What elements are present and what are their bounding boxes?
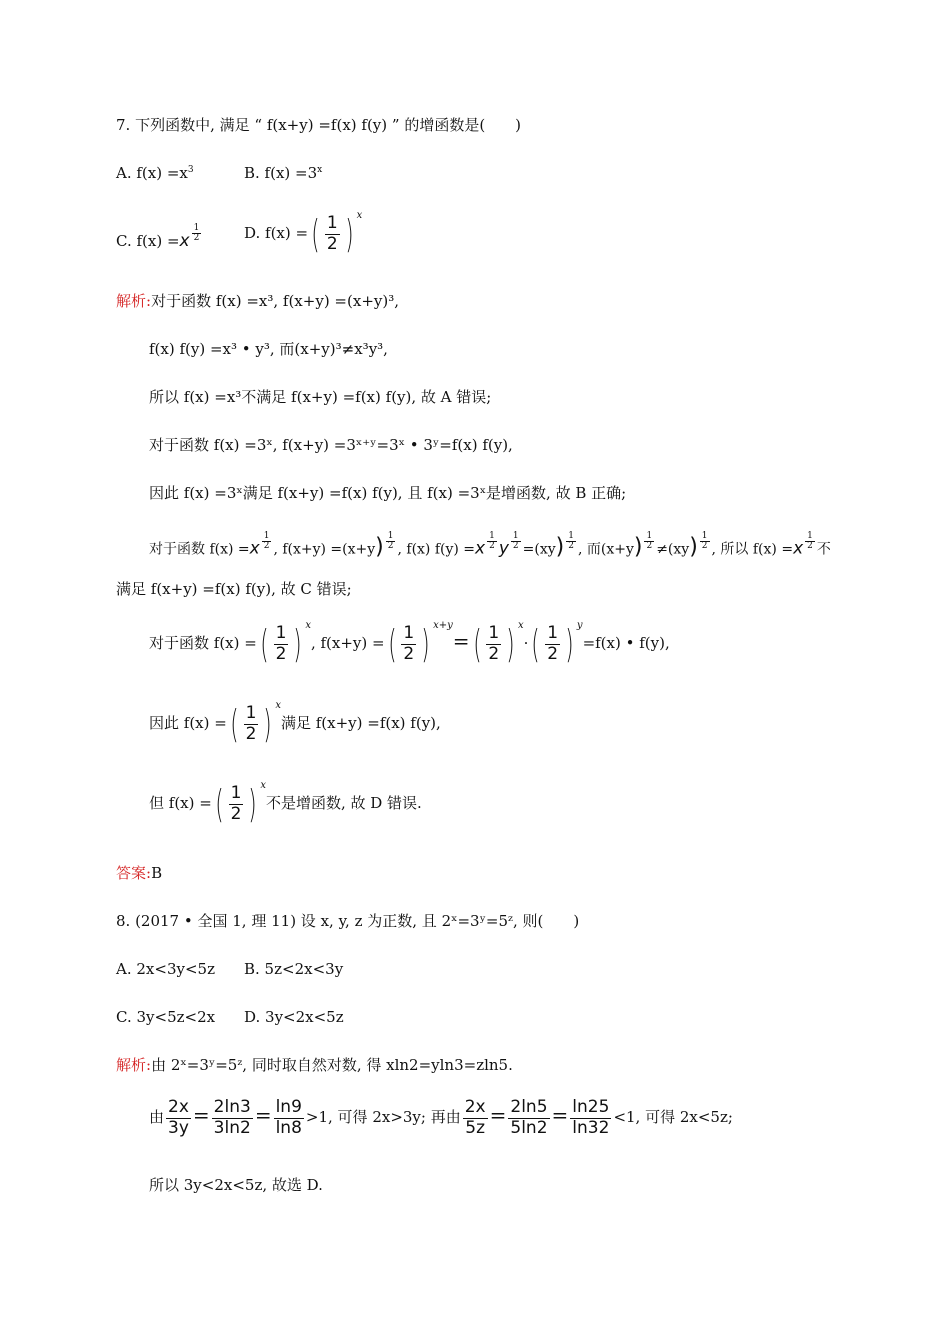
q7-solution-line-5: 因此 f(x) =3ˣ满足 f(x+y) =f(x) f(y), 且 f(x) =3ˣ是增函数, 故 B 正确; [149, 484, 627, 502]
q8-option-d: D. 3y<2x<5z [244, 1008, 344, 1026]
q7-option-c: C. f(x) =x $\frac{1}{2}$ [116, 223, 200, 251]
q7-solution-line-6: 对于函数 f(x) =x $\frac{1}{2}$ , f(x+y) =(x+y) $\frac{1}{2}$ , f(x) f(y) =x $\frac{1}{2}$ y $\frac{1}{2}$ =(xy) $\frac{1}{2}$ , 而(x+y) $\frac{1}{2}$ ≠(xy) $\frac{1}{2}$ , 所以 f(x) =x $\frac{1}{2}$ 不 [149, 531, 831, 560]
q7-option-a: A. $f(x) =x^3$ [116, 164, 194, 182]
q7-solution-line-9: 因此 f(x) =( $\frac{1}{2}$ ) x满足 f(x+y) =f(x) f(y), [149, 700, 441, 747]
q7-solution-line-10: 但 f(x) =( $\frac{1}{2}$ ) x不是增函数, 故 D 错误. [149, 780, 422, 827]
solution-label: 解析 [116, 292, 147, 310]
q7-answer: 答案:B [116, 864, 163, 882]
q7-option-b: B. $f(x) =3^x$ [244, 164, 323, 182]
answer-label: 答案 [116, 864, 147, 882]
q7-solution-line-4: 对于函数 f(x) =3ˣ, f(x+y) =3ˣ⁺ʸ=3ˣ • 3ʸ=f(x) f(y), [149, 436, 513, 454]
q8-solution-line-2: 由 $\frac{2x}{3y}$ = $\frac{2\ln 3}{3\ln 2}$ = $\frac{\ln 9}{\ln 8}$ >1, 可得 2x>3y; 再由 $\frac{2x}{5z}$ = $\frac{2\ln 5}{5\ln 2}$ = $\frac{\ln 25}{\ln 32}$ <1, 可得 2x<5z; [149, 1097, 733, 1138]
q8-solution-line-3: 所以 3y<2x<5z, 故选 D. [149, 1176, 323, 1194]
q8-title: 8. (2017 • 全国 1, 理 11) 设 x, y, z 为正数, 且 2ˣ=3ʸ=5ᶻ, 则( ) [116, 912, 580, 930]
q7-solution-line-3: 所以 f(x) =x³不满足 f(x+y) =f(x) f(y), 故 A 错误; [149, 388, 492, 406]
q7-title: 7. 下列函数中, 满足 “ f(x+y) =f(x) f(y) ” 的增函数是( ) [116, 116, 522, 134]
q8-solution-line-1: 解析:由 2ˣ=3ʸ=5ᶻ, 同时取自然对数, 得 xln2=yln3=zln5. [116, 1056, 513, 1074]
q8-option-c: C. 3y<5z<2x [116, 1008, 216, 1026]
q7-solution-line-2: f(x) f(y) =x³ • y³, 而(x+y)³≠x³y³, [149, 340, 388, 358]
q7-solution-line-1: 解析:对于函数 f(x) =x³, f(x+y) =(x+y)³, [116, 292, 399, 310]
q8-option-b: B. 5z<2x<3y [244, 960, 344, 978]
q8-option-a: A. 2x<3y<5z [116, 960, 215, 978]
q7-solution-line-8: 对于函数 f(x) =( $\frac{1}{2}$ ) x, f(x+y) =( $\frac{1}{2}$ ) x+y=( $\frac{1}{2}$ ) x·( $\frac{1}{2}$ ) y=f(x) • f(y), [149, 620, 670, 667]
solution-label: 解析 [116, 1056, 147, 1074]
q7-option-d: D. f(x) =( $\frac{1}{2}$ ) x [244, 210, 363, 257]
q7-solution-line-7: 满足 f(x+y) =f(x) f(y), 故 C 错误; [116, 580, 352, 598]
